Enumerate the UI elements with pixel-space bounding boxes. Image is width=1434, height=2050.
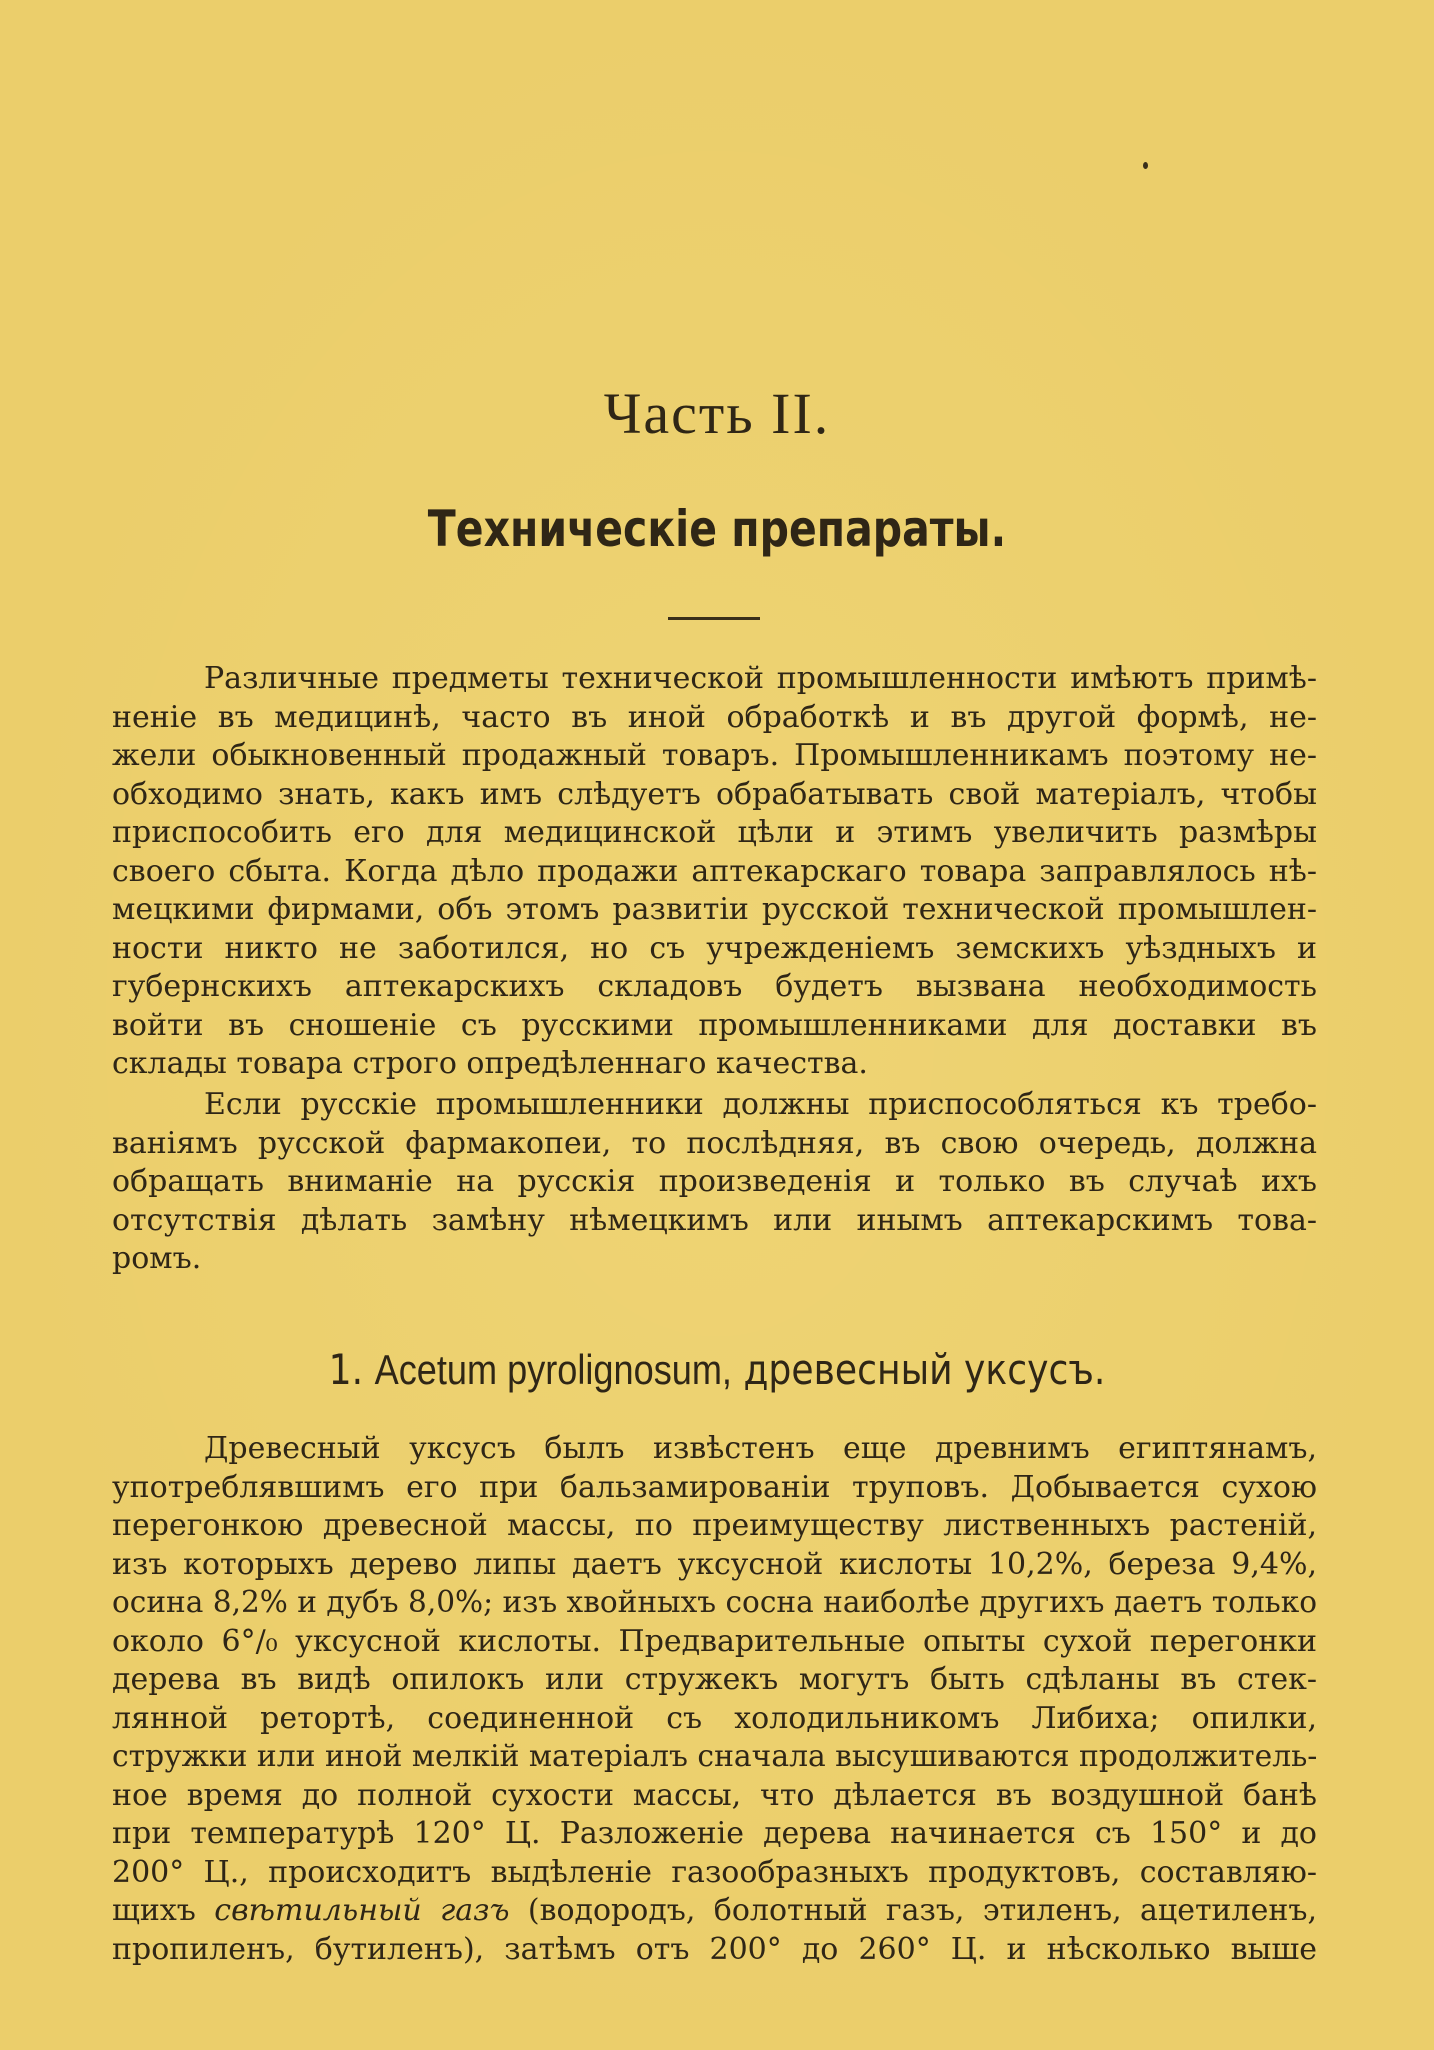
text-line: перегонкою древесной массы, по преимуществу лиственныхъ растеній,: [112, 1508, 1317, 1543]
part-title: Часть II.: [603, 381, 831, 446]
subsection-russian-name: древесный уксусъ.: [743, 1345, 1106, 1394]
text-line: дерева въ видѣ опилокъ или стружекъ могутъ быть сдѣланы въ стек-: [112, 1662, 1317, 1697]
text-line: Если русскіе промышленники должны приспособляться къ требо-: [204, 1087, 1317, 1122]
text-line: осина 8,2% и дубъ 8,0%; изъ хвойныхъ сосна наиболѣе другихъ даетъ только: [112, 1585, 1318, 1620]
subsection-heading: [100, 1345, 1333, 1394]
text-line-with-term: [112, 1892, 1317, 1931]
text-line: около 6°/₀ уксусной кислоты. Предварительные опыты сухой перегонки: [112, 1623, 1317, 1659]
title-divider-rule: [668, 617, 760, 620]
text-line: жели обыкновенный продажный товаръ. Промышленникамъ поэтому не-: [112, 738, 1317, 773]
text-line: мецкими фирмами, объ этомъ развитіи русской технической промышлен-: [112, 892, 1317, 927]
ink-speck: [1143, 162, 1148, 169]
text-line: пропиленъ, бутиленъ), затѣмъ отъ 200° до 260° Ц. и нѣсколько выше: [112, 1931, 1317, 1967]
text-line: ромъ.: [112, 1241, 202, 1276]
text-line: ное время до полной сухости массы, что дѣлается въ воздушной банѣ: [112, 1777, 1317, 1813]
intro-text: [112, 660, 1317, 1084]
text-line: стружки или иной мелкій матеріалъ сначала высушиваются продолжитель-: [112, 1739, 1318, 1774]
text-line: обходимо знать, какъ имъ слѣдуетъ обрабатывать свой матеріалъ, чтобы: [112, 776, 1317, 812]
subsection-number: 1.: [328, 1345, 364, 1394]
section-title: Техническіе препараты.: [427, 500, 1007, 558]
text-line: войти въ сношеніе съ русскими промышленниками для доставки въ: [112, 1007, 1317, 1043]
text-line: ности никто не заботился, но съ учрежденіемъ земскихъ уѣздныхъ и: [112, 930, 1317, 966]
text-line: неніе въ медицинѣ, часто въ иной обработкѣ и въ другой формѣ, не-: [112, 699, 1317, 735]
text-line: Древесный уксусъ былъ извѣстенъ еще древнимъ египтянамъ,: [204, 1431, 1317, 1466]
text-fragment: (водородъ, болотный газъ, этиленъ, ацетиленъ,: [509, 1893, 1317, 1928]
text-line: ваніямъ русской фармакопеи, то послѣдняя, въ свою очередь, должна: [112, 1125, 1317, 1161]
text-line: приспособить его для медицинской цѣли и этимъ увеличить размѣры: [112, 815, 1317, 850]
text-line: употреблявшимъ его при бальзамированіи труповъ. Добывается сухою: [112, 1469, 1317, 1505]
text-line: Различные предметы технической промышленности имѣютъ примѣ-: [204, 661, 1317, 696]
text-line: 200° Ц., происходитъ выдѣленіе газообразныхъ продуктовъ, составляю-: [112, 1854, 1317, 1890]
text-line: при температурѣ 120° Ц. Разложеніе дерева начинается съ 150° и до: [112, 1816, 1317, 1851]
intro-text-2: [112, 1086, 1317, 1279]
text-line: изъ которыхъ дерево липы даетъ уксусной кислоты 10,2%, береза 9,4%,: [112, 1546, 1317, 1582]
text-line: отсутствія дѣлать замѣну нѣмецкимъ или инымъ аптекарскимъ това-: [112, 1202, 1317, 1238]
text-line: обращать вниманіе на русскія произведенія и только въ случаѣ ихъ: [112, 1164, 1317, 1199]
text-fragment: щихъ: [112, 1893, 215, 1928]
text-line: губернскихъ аптекарскихъ складовъ будетъ вызвана необходимость: [112, 969, 1317, 1004]
text-line: лянной ретортѣ, соединенной съ холодильникомъ Либиха; опилки,: [112, 1700, 1317, 1736]
text-line: своего сбыта. Когда дѣло продажи аптекарскаго товара заправлялось нѣ-: [112, 853, 1317, 889]
subsection-latin-name: Acetum pyrolignosum,: [374, 1346, 732, 1393]
text-line: склады товара строго опредѣленнаго качества.: [112, 1046, 868, 1081]
italic-term: свѣтильный газъ: [214, 1893, 510, 1928]
subsection-text: [112, 1430, 1317, 1969]
